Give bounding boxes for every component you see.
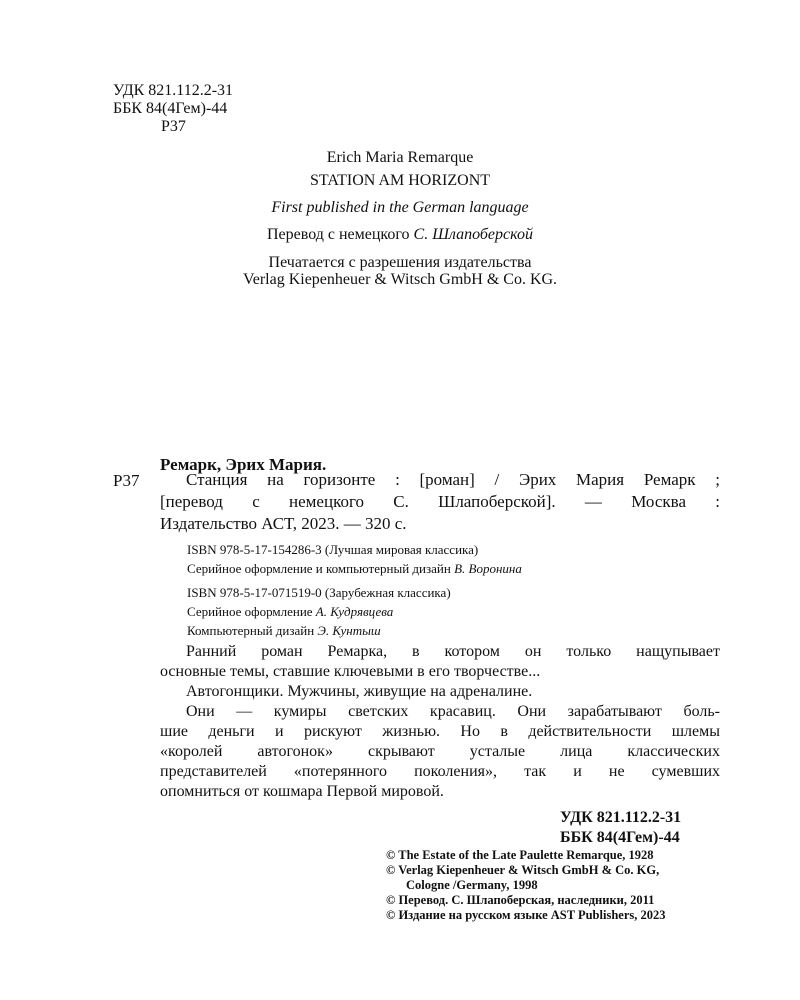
first-published-note: First published in the German language	[271, 199, 529, 216]
udk-code: УДК 821.112.2-31	[560, 809, 682, 826]
annotation	[160, 642, 720, 802]
designer-name: В. Воронина	[454, 561, 522, 576]
classification-codes-top	[113, 82, 233, 136]
translator-name: С. Шлапоберской	[413, 226, 533, 243]
description-line: [перевод с немецкого С. Шлапоберской]. — Москва :	[160, 492, 720, 511]
design-credit: Серийное оформление и компьютерный дизайн В. Воронина	[187, 561, 522, 576]
record-author-mark: Р37	[113, 471, 140, 490]
series-designer-name: А. Кудрявцева	[315, 604, 394, 619]
computer-designer-name: Э. Кунтыш	[317, 623, 381, 638]
bbk-code: ББК 84(4Гем)-44	[113, 100, 228, 117]
computer-design-credit: Компьютерный дизайн Э. Кунтыш	[187, 623, 381, 638]
annotation-line: опомниться от кошмара Первой мировой.	[160, 783, 444, 800]
annotation-line: Они — кумиры светских красавиц. Они зарабатывают боль-	[186, 703, 720, 720]
record-author: Ремарк, Эрих Мария.	[160, 455, 327, 474]
original-title: STATION AM HORIZONT	[309, 172, 491, 189]
permission-line-2: Verlag Kiepenheuer & Witsch GmbH & Co. KG.	[242, 271, 558, 288]
translation-prefix: Перевод с немецкого	[266, 226, 414, 243]
copyright-notices	[386, 848, 666, 923]
annotation-line: основные темы, ставшие ключевыми в его творчестве...	[160, 663, 541, 680]
isbn-number: ISBN 978-5-17-154286-3 (Лучшая мировая классика)	[187, 542, 479, 557]
series-design-credit: Серийное оформление А. Кудрявцева	[187, 604, 394, 619]
isbn-block-1	[187, 540, 522, 578]
isbn-number: ISBN 978-5-17-071519-0 (Зарубежная классика)	[187, 585, 451, 600]
description-line: Издательство АСТ, 2023. — 320 с.	[160, 514, 407, 533]
translation-credit	[0, 226, 800, 244]
description-line: Станция на горизонте : [роман] / Эрих Мария Ремарк ;	[186, 470, 720, 489]
copyright-line: Cologne /Germany, 1998	[406, 878, 538, 892]
original-author: Erich Maria Remarque	[326, 149, 474, 166]
copyright-line: © Издание на русском языке AST Publishers, 2023	[386, 908, 666, 922]
annotation-line: Автогонщики. Мужчины, живущие на адреналине.	[186, 683, 533, 700]
permission-line-1: Печатается с разрешения издательства	[268, 254, 532, 271]
bibliographic-description	[160, 469, 720, 535]
isbn-block-2	[187, 583, 451, 640]
copyright-line: © Перевод. С. Шлапоберская, наследники, 2011	[386, 893, 655, 907]
author-mark: Р37	[161, 118, 186, 135]
udk-code: УДК 821.112.2-31	[113, 82, 234, 99]
annotation-line: представителей «потерянного поколения», так и не сумевших	[160, 763, 720, 780]
annotation-line: шие деньги и рискуют жизнью. Но в действительности шлемы	[160, 723, 720, 740]
annotation-line: Ранний роман Ремарка, в котором он только нащупывает	[186, 643, 720, 660]
copyright-line: © Verlag Kiepenheuer & Witsch GmbH & Co. KG,	[386, 863, 660, 877]
copyright-line: © The Estate of the Late Paulette Remarque, 1928	[386, 848, 654, 862]
bbk-code: ББК 84(4Гем)-44	[560, 829, 680, 846]
annotation-line: «королей автогонок» скрывают усталые лица классических	[160, 743, 720, 760]
classification-codes-bottom	[560, 808, 681, 848]
